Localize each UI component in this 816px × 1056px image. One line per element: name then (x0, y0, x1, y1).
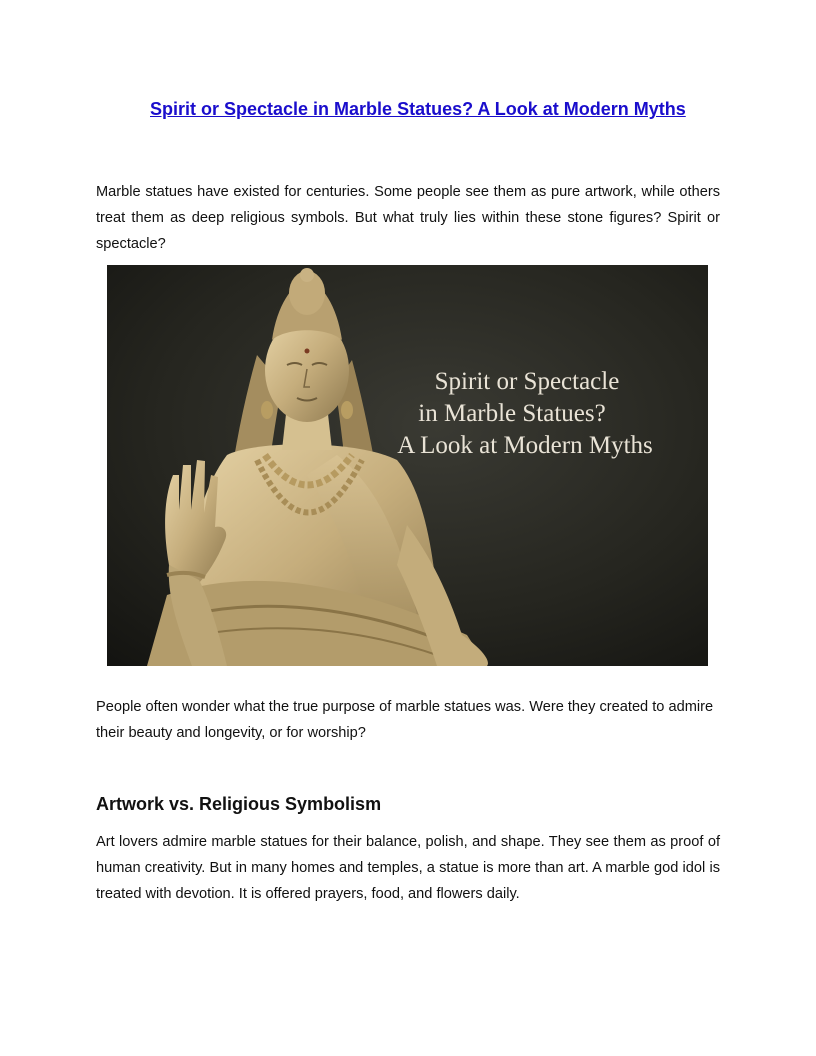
hero-text-line-1: Spirit or Spectacle (434, 368, 620, 395)
article-title-link[interactable]: Spirit or Spectacle in Marble Statues? A Look at Modern Myths (150, 99, 686, 119)
intro-paragraph: Marble statues have existed for centuries. Some people see them as pure artwork, while others treat them as deep religious symbols. But what truly lies within these stone figures? Spirit or spectacle? (96, 184, 720, 252)
section-body-paragraph: Art lovers admire marble statues for their balance, polish, and shape. They see them as proof of human creativity. But in many homes and temples, a statue is more than art. A marble god idol is treated with devotion. It is offered prayers, food, and flowers daily. (96, 834, 720, 902)
hero-text-line-2: in Marble Statues? (418, 400, 606, 427)
hero-text-line-3: A Look at Modern Myths (397, 432, 653, 459)
hero-image (107, 265, 708, 666)
purpose-paragraph: People often wonder what the true purpose of marble statues was. Were they created to admire their beauty and longevity, or for worship? (96, 699, 714, 741)
section-heading: Artwork vs. Religious Symbolism (96, 794, 382, 814)
marble-statue-illustration (107, 265, 708, 666)
